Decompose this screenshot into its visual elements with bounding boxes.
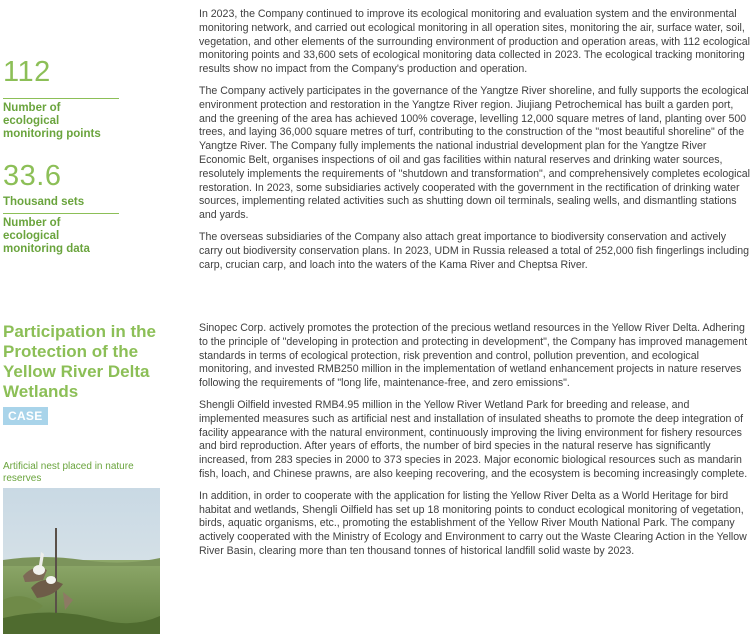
stat-monitoring-data-number: 33.6 (3, 160, 62, 192)
stat-monitoring-data-label: Number of ecological monitoring data (3, 213, 119, 256)
main-text-top (199, 8, 751, 280)
photo-caption: Artificial nest placed in nature reserves (3, 461, 134, 484)
paragraph: In addition, in order to cooperate with the application for listing the Yellow River Delta as a World Heritage for bird habitat and wetlands, Shengli Oilfield has set up 18 monitoring points to conduct ecological monitoring of vegetation, birds, aquatic organisms, etc., promoting the establishment of the Yellow River Mouth National Park. The company actively cooperated with the Ministry of Ecology and Environment to carry out the Waste Clearing Action in the Yellow River Basin, clearing more than ten thousand tonnes of historical landfill solid waste by 2023. (199, 489, 747, 557)
case-title: Participation in the Protection of the Yellow River Delta Wetlands (3, 322, 157, 401)
stat-monitoring-points-label: Number of ecological monitoring points (3, 98, 119, 141)
bird-nest-illustration (3, 488, 160, 634)
paragraph: In 2023, the Company continued to improve its ecological monitoring and evaluation system and the environmental monitoring network, and carried out ecological monitoring in all operation sites, monitoring the air, surface water, soil, vegetation, and other elements of the surrounding environment of production and operation areas, with 112 ecological monitoring points and 33,600 sets of ecological monitoring data collected in 2023. The ecological tracking monitoring results show no impact from the Company's production and operation. (199, 8, 751, 76)
stat-monitoring-points-number: 112 (3, 56, 51, 88)
paragraph: The overseas subsidiaries of the Company also attach great importance to biodiversity conservation and actively carry out biodiversity conservation plans. In 2023, UDM in Russia released a total of 252,000 fish fingerlings including carp, crucian carp, and loach into the waters of the Kama River and Cheptsa River. (199, 230, 749, 271)
paragraph: Shengli Oilfield invested RMB4.95 million in the Yellow River Wetland Park for breeding and release, and implemented measures such as artificial nest and installation of insulated sheaths to promote the deep integration of facility appearance with the natural environment, continuously improving the living environment for fishery resources and bird reproduction. After years of efforts, the number of bird species in the natural reserve has significantly increased, from 283 species in 2000 to 373 species in 2023. Major economic biological resources such as mandarin fish, loach, and Chinese prawns, are also keeping recovering, and the ecosystem is becoming increasingly complete. (199, 398, 748, 480)
bird-nest-photo (3, 488, 160, 634)
stat-monitoring-data-unit: Thousand sets (3, 196, 85, 208)
paragraph: Sinopec Corp. actively promotes the protection of the precious wetland resources in the Yellow River Delta. Adhering to the principle of "developing in protection and protecting in development", the Company has improved management standards in terms of ecological protection, risk prevention and control, pollution prevention, and ecological monitoring, and invested RMB250 million in the implementation of wetland enhancement projects in nature reserves following the requirements of "long life, maintenance-free, and zero emissions". (199, 322, 748, 390)
case-badge: CASE (3, 407, 48, 425)
main-text-case (199, 322, 751, 567)
paragraph: The Company actively participates in the governance of the Yangtze River shoreline, and fully supports the ecological environment protection and restoration in the Yangtze River region. Jiujiang Petrochemical has built a garden port, and the greening of the area has achieved 100% coverage, levelling 12,000 square metres of land, planting over 500 trees, and laying 36,000 square metres of turf, contributing to the construction of the "most beautiful shoreline" of the Yangtze River. The Company fully implements the national industrial development plan for the Yangtze River Economic Belt, organises inspections of oil and gas facilities within natural reserves and drinking water sources, resolutely implements the requirements of "shutdown and transformation", and comprehensively completes ecological restoration. In 2023, some subsidiaries actively cooperated with the government in the rectification of drinking water sources, implementing related activities such as shutting down oil terminals, sealing wells, and dismantling stations and yards. (199, 84, 751, 222)
